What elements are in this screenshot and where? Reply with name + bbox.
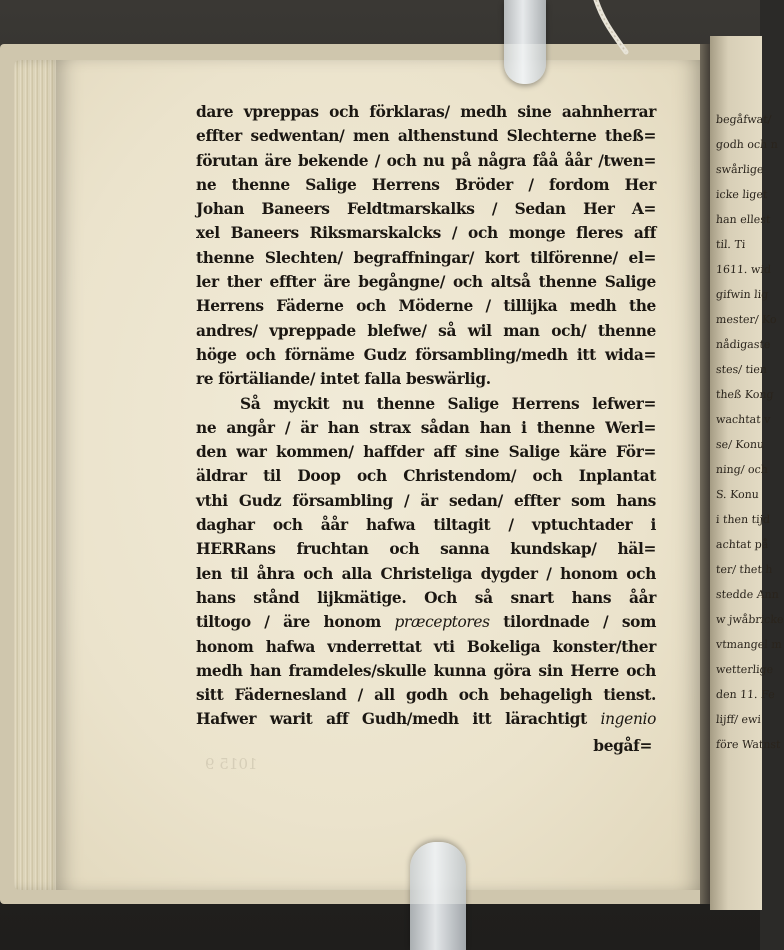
text-line: höge och förnäme Gudz försambling/medh itt wida= <box>196 345 656 364</box>
text-line-with-latin <box>196 610 656 634</box>
text-line: HERRans fruchtan och sanna kundskap/ häl= <box>196 540 656 559</box>
facing-page-line: S. Konu <box>715 488 760 501</box>
facing-page-line: swårlige <box>715 163 764 176</box>
text-line: ne thenne Salige Herrens Bröder / fordom Her <box>196 175 656 194</box>
text-line: äldrar til Doop och Christendom/ och Inplantat <box>196 467 656 486</box>
text-line: medh han framdeles/skulle kunna göra sin Herre och <box>196 661 656 680</box>
facing-page-line: wachtat v <box>715 413 771 426</box>
facing-page-line: 1611. wid <box>715 263 772 276</box>
facing-page-line: före Watnst <box>715 738 781 751</box>
facing-page-line: han ellest <box>715 213 771 226</box>
text-line: dare vpreppas och förklaras/ medh sine aahnherrar <box>196 103 656 121</box>
page-text-block <box>196 100 656 758</box>
catchword: begåf= <box>593 736 652 755</box>
text-line: förutan äre bekende / och nu på några fåå åår /twen= <box>196 151 656 170</box>
facing-page-line: icke liget <box>715 188 768 201</box>
facing-page-line: wetterlige <box>715 663 774 676</box>
facing-page-line: lijff/ ewi <box>715 713 762 726</box>
text-line-with-latin <box>196 707 656 731</box>
facing-page-line: mester/ Ko <box>715 313 778 326</box>
facing-page-line: i then tijd <box>715 513 771 526</box>
text-line: re förtäliande/ intet falla beswärlig. <box>196 370 491 389</box>
facing-page-line: w jwåbricke <box>715 613 784 626</box>
facing-page-line: til. Ti <box>715 238 746 251</box>
facing-page-line: stedde Ann <box>715 588 780 601</box>
text-line: den war kommen/ haffder aff sine Salige käre För= <box>196 443 656 462</box>
text-line: thenne Slechten/ begraffningar/ kort tilförenne/ el= <box>196 248 656 267</box>
facing-page-line: godh och n <box>715 138 779 151</box>
text-segment: Hafwer warit aff Gudh/medh itt lärachtigt <box>196 710 601 729</box>
text-line: daghar och åår hafwa tiltagit / vptuchtader i <box>196 516 656 535</box>
facing-page-line: begåfwat/ <box>715 113 772 126</box>
text-line: Herrens Fäderne och Möderne / tillijka medh the <box>196 297 656 316</box>
page-clip-top <box>504 0 546 84</box>
text-segment: tilordnade / som <box>489 613 656 632</box>
latin-word: ingenio <box>600 710 656 729</box>
text-line: ler ther effter äre begångne/ och altså thenne Salige <box>196 273 656 292</box>
facing-page-line: achtat på <box>715 538 769 551</box>
facing-page-line: ning/ och <box>715 463 769 476</box>
page-clip-bottom <box>410 842 466 950</box>
facing-page-edge <box>710 36 784 910</box>
text-line: hans stånd lijkmätige. Och så snart hans åår <box>196 588 656 607</box>
text-line: Johan Baneers Feldtmarskalks / Sedan Her A= <box>196 200 656 219</box>
text-line: effter sedwentan/ men althenstund Slechterne theß= <box>196 127 656 146</box>
text-line: xel Baneers Riksmarskalcks / och monge fleres aff <box>196 224 656 243</box>
text-line: vthi Gudz försambling / är sedan/ effter som hans <box>196 491 656 510</box>
text-line: honom hafwa vnderrettat vti Bokeliga konster/ther <box>196 637 656 656</box>
binding-string <box>592 0 632 60</box>
facing-page-line: ter/ thet h <box>715 563 773 576</box>
text-line: Så myckit nu thenne Salige Herrens lefwer= <box>240 394 656 413</box>
latin-word: præceptores <box>394 613 490 632</box>
bleed-through-text: 1015 9 <box>205 755 258 773</box>
text-line: sitt Fädernesland / all godh och behageligh tienst. <box>196 686 656 705</box>
facing-page-line: nådigaste <box>715 338 771 351</box>
text-line: andres/ vpreppade blefwe/ så wil man och/ thenne <box>196 321 656 340</box>
text-segment: tiltogo / äre honom <box>196 613 395 632</box>
facing-page-line: se/ Konu <box>715 438 765 451</box>
text-line: len til åhra och alla Christeliga dygder / honom och <box>196 564 656 583</box>
facing-page-line: vtmangel m <box>715 638 783 651</box>
page-edges-stack <box>14 60 62 890</box>
facing-page-line: theß Kong <box>715 388 775 401</box>
facing-page-line: stes/ tien <box>715 363 768 376</box>
facing-page-line: gifwin lig <box>715 288 769 301</box>
facing-page-line: den 11. Fe <box>715 688 776 701</box>
text-line: ne angår / är han strax sådan han i thenne Werl= <box>196 418 656 437</box>
